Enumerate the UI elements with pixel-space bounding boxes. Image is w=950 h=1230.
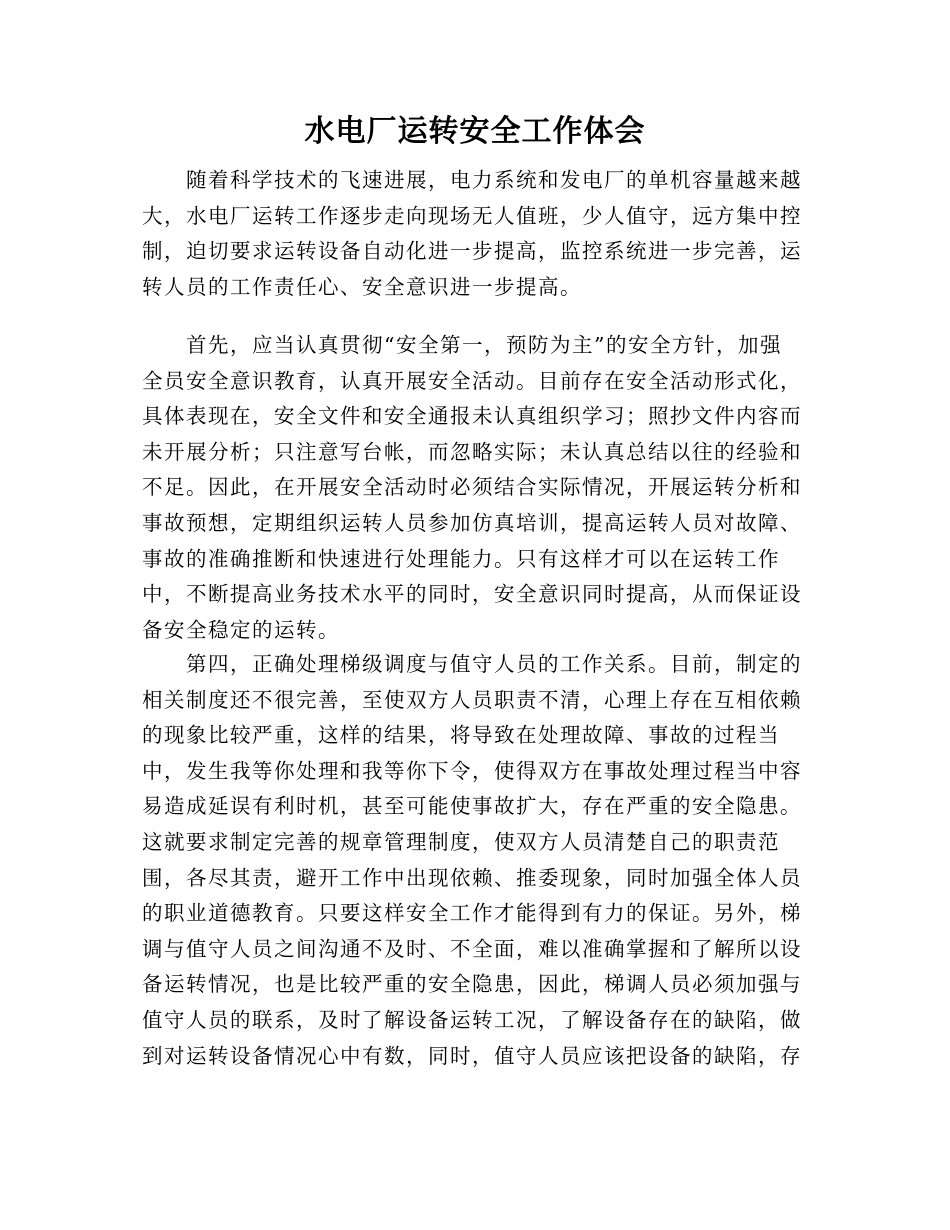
text-line: 的职业道德教育。只要这样安全工作才能得到有力的保证。另外，梯 xyxy=(142,901,802,926)
text-line: 备运转情况，也是比较严重的安全隐患，因此，梯调人员必须加强与 xyxy=(142,972,802,997)
text-line: 转人员的工作责任心、安全意识进一步提高。 xyxy=(142,274,582,299)
text-line: 中，不断提高业务技术水平的同时，安全意识同时提高，从而保证设 xyxy=(142,582,802,607)
paragraph-intro xyxy=(142,163,810,305)
text-line: 事故预想，定期组织运转人员参加仿真培训，提高运转人员对故障、 xyxy=(142,510,802,535)
text-line: 事故的准确推断和快速进行处理能力。只有这样才可以在运转工作 xyxy=(142,546,780,571)
text-line: 大，水电厂运转工作逐步走向现场无人值班，少人值守，远方集中控 xyxy=(142,203,802,228)
paragraph-fourth xyxy=(142,647,810,1074)
text-line: 值守人员的联系，及时了解设备运转工况，了解设备存在的缺陷，做 xyxy=(142,1007,802,1032)
text-line: 第四，正确处理梯级调度与值守人员的工作关系。目前，制定的 xyxy=(142,652,802,676)
text-line: 全员安全意识教育，认真开展安全活动。目前存在安全活动形式化， xyxy=(142,368,802,393)
text-line: 调与值守人员之间沟通不及时、不全面，难以准确掌握和了解所以设 xyxy=(142,936,802,961)
text-line: 随着科学技术的飞速进展，电力系统和发电厂的单机容量越来越 xyxy=(142,168,802,192)
text-line: 中，发生我等你处理和我等你下令，使得双方在事故处理过程当中容 xyxy=(142,758,802,783)
text-line: 不足。因此，在开展安全活动时必须结合实际情况，开展运转分析和 xyxy=(142,475,802,500)
text-line: 易造成延误有利时机，甚至可能使事故扩大，存在严重的安全隐患。 xyxy=(142,794,802,819)
paragraph-first xyxy=(142,328,810,648)
text-line: 到对运转设备情况心中有数，同时，值守人员应该把设备的缺陷，存 xyxy=(142,1043,802,1068)
text-line: 未开展分析；只注意写台帐，而忽略实际；未认真总结以往的经验和 xyxy=(142,439,802,464)
text-line: 备安全稳定的运转。 xyxy=(142,617,340,642)
text-line: 围，各尽其责，避开工作中出现依赖、推委现象，同时加强全体人员 xyxy=(142,865,802,890)
text-line: 这就要求制定完善的规章管理制度，使双方人员清楚自己的职责范 xyxy=(142,829,780,854)
text-line: 的现象比较严重，这样的结果，将导致在处理故障、事故的过程当 xyxy=(142,723,780,748)
document-title: 水电厂运转安全工作体会 xyxy=(304,114,646,149)
text-line: 相关制度还不很完善，至使双方人员职责不清，心理上存在互相依赖 xyxy=(142,687,802,712)
text-line: 具体表现在，安全文件和安全通报未认真组织学习；照抄文件内容而 xyxy=(142,404,802,429)
text-line: 首先，应当认真贯彻“安全第一，预防为主”的安全方针，加强 xyxy=(142,333,782,357)
text-line: 制，迫切要求运转设备自动化进一步提高，监控系统进一步完善，运 xyxy=(142,239,802,264)
